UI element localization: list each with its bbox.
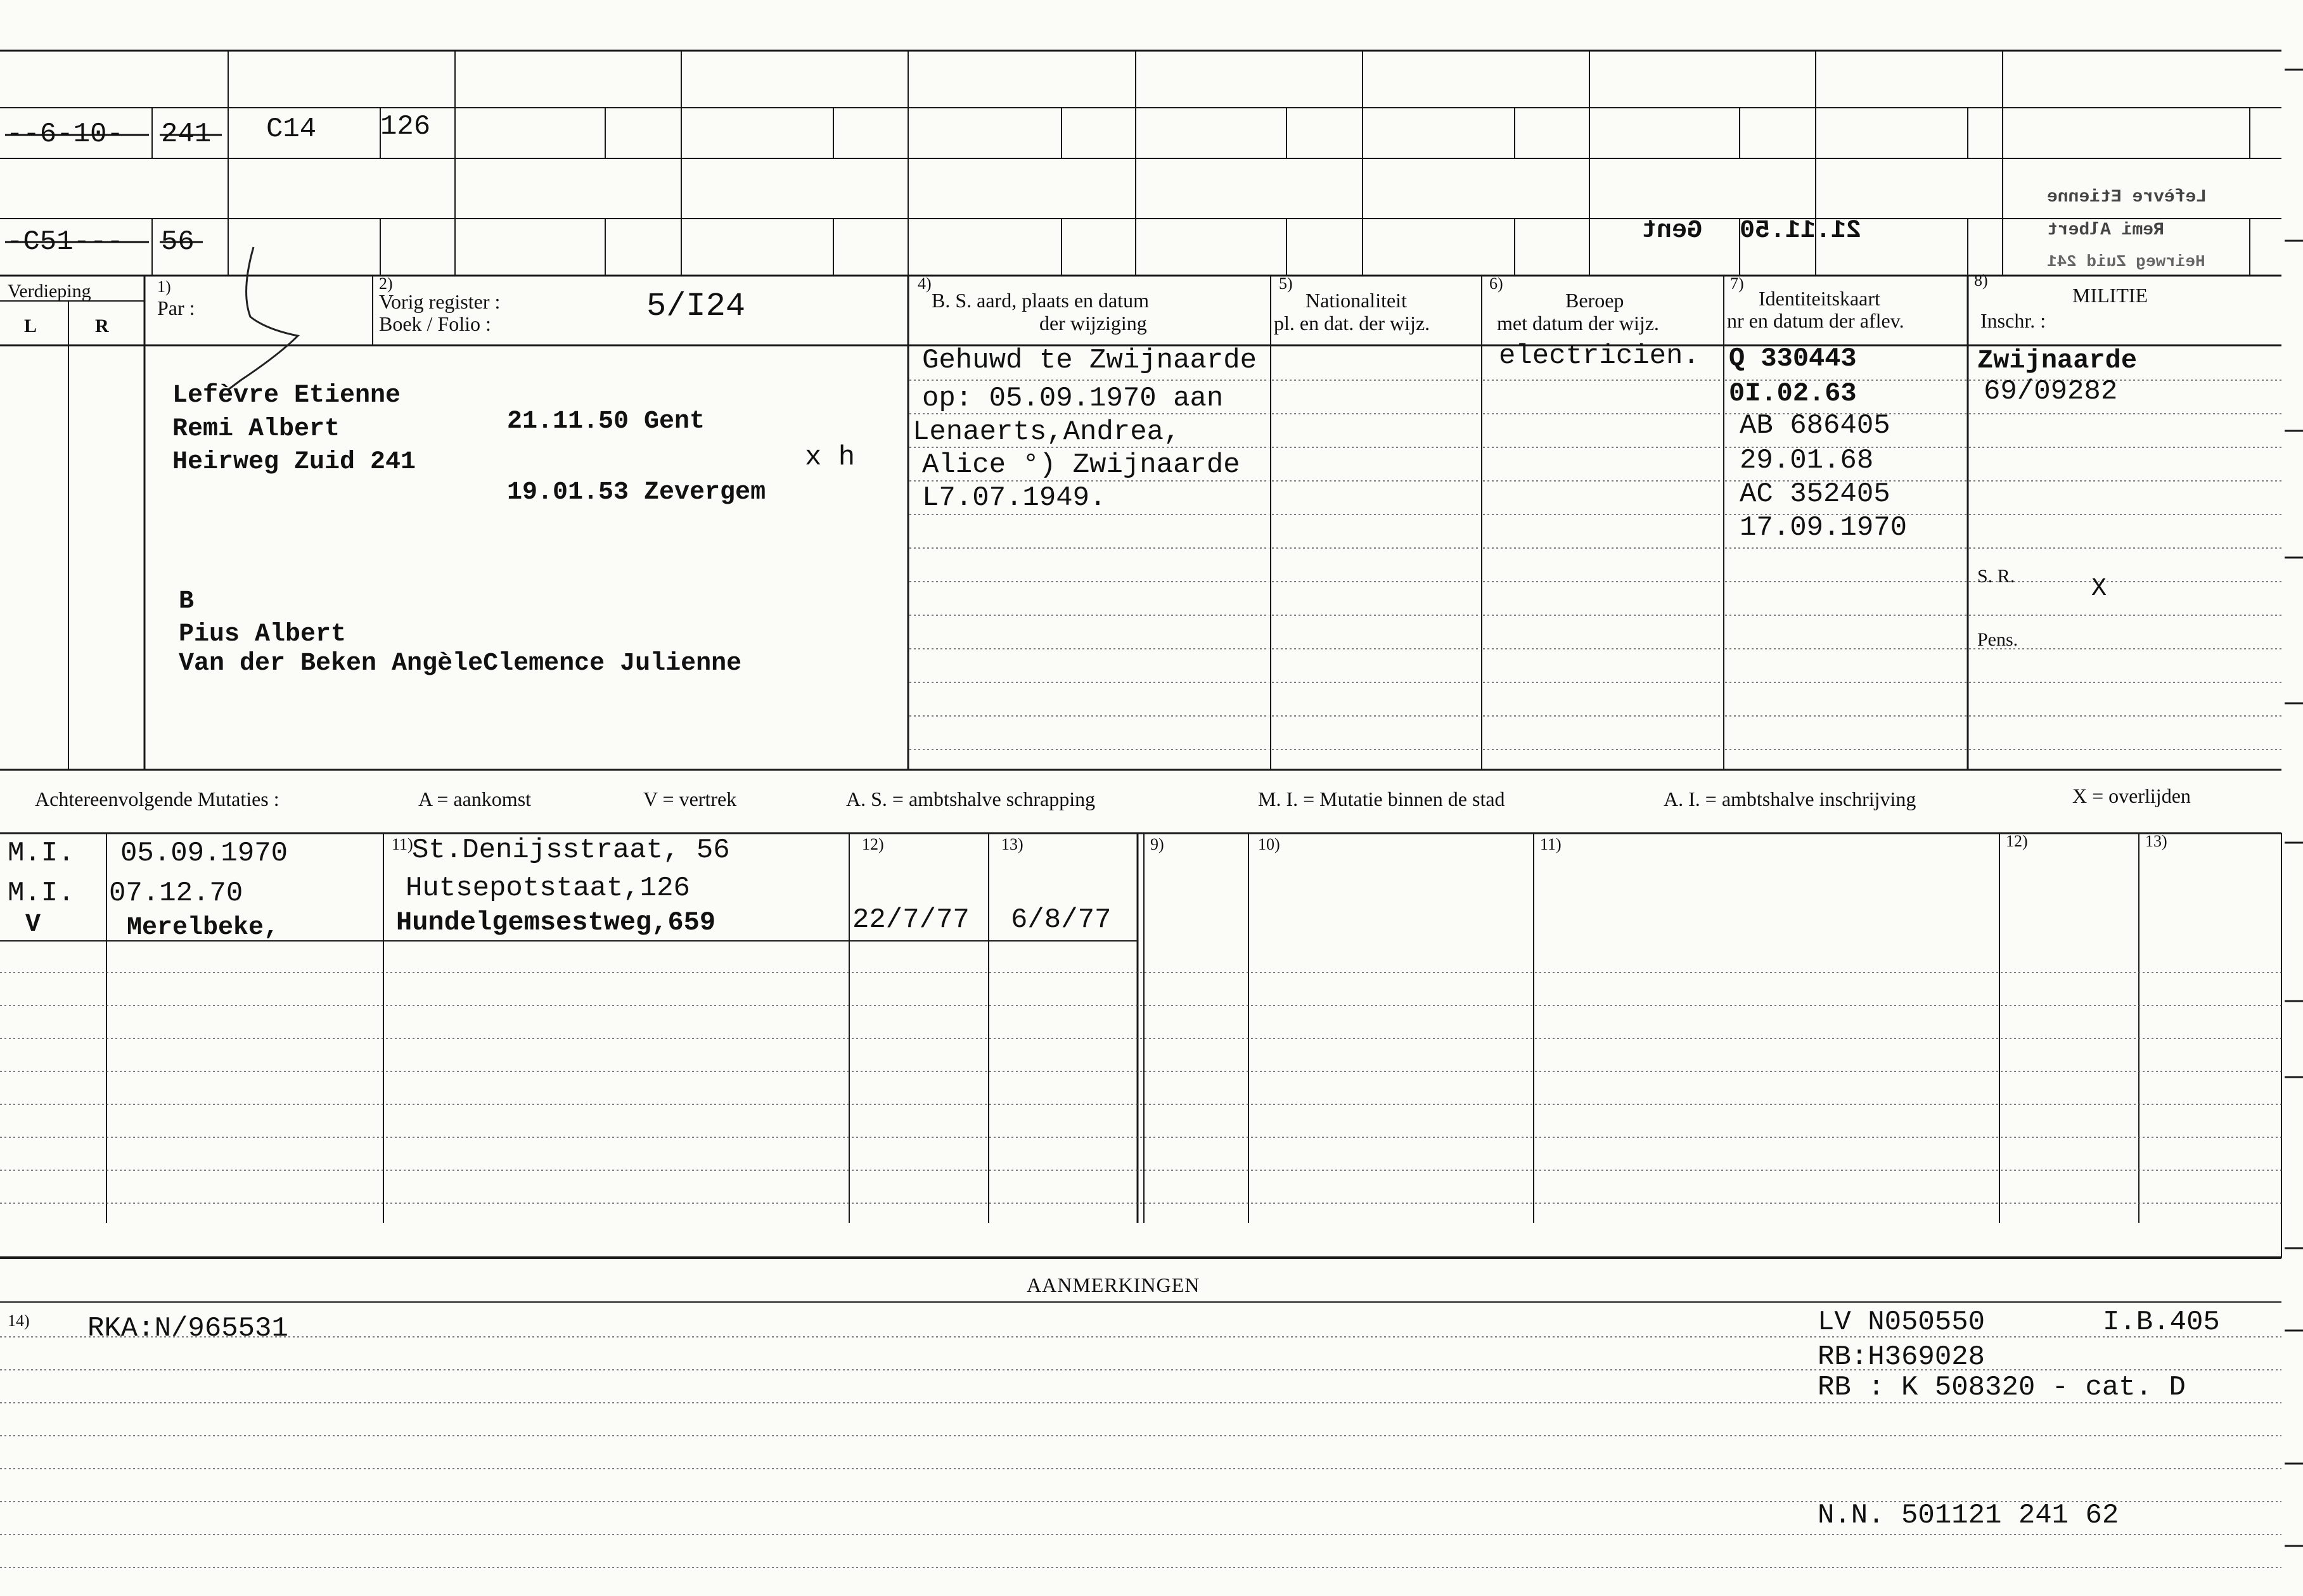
legend-title: Achtereenvolgende Mutaties : (35, 788, 279, 810)
par-label: Par : (157, 297, 195, 319)
militie-label: MILITIE (2072, 284, 2148, 307)
bs-label-2: der wijziging (1039, 312, 1147, 335)
vorig-register-label: Vorig register : (379, 290, 501, 313)
person-name-1: Lefèvre Etienne (172, 381, 401, 410)
rb-value-2: RB : K 508320 - cat. D (1818, 1372, 2186, 1403)
id-line-2: 0I.02.63 (1729, 378, 1857, 409)
mutation-row-3-d12: 22/7/77 (852, 904, 970, 936)
mutation-row-2-address: Hutsepotstaat,126 (406, 872, 690, 904)
mutation-row-1-type: M.I. (8, 838, 75, 869)
identiteitskaart-sublabel: nr en datum der aflev. (1727, 309, 1904, 332)
nationaliteit-sublabel: pl. en dat. der wijz. (1274, 312, 1430, 335)
militie-place: Zwijnaarde (1977, 345, 2138, 376)
n2-label: 2) (379, 274, 393, 293)
identiteitskaart-label: Identiteitskaart (1759, 287, 1880, 310)
top-cell-b1: 241 (161, 118, 212, 150)
aanmerkingen-n14: 14) (8, 1312, 30, 1330)
sr-label: S. R. (1977, 566, 2015, 587)
verdieping-label: Verdieping (8, 281, 91, 302)
ib-value: I.B.405 (2103, 1306, 2220, 1338)
id-line-1: Q 330443 (1729, 343, 1857, 374)
mut-n13: 13) (1001, 835, 1023, 853)
bs-line-1: Gehuwd te Zwijnaarde (922, 345, 1257, 376)
person-birth: 21.11.50 Gent (507, 407, 705, 436)
top-cell-a2: -C51--- (6, 226, 124, 258)
legend-ai: A. I. = ambtshalve inschrijving (1664, 788, 1916, 810)
pens-label: Pens. (1977, 629, 2018, 650)
mutation-row-3-d13: 6/8/77 (1011, 904, 1112, 936)
n1-label: 1) (157, 278, 171, 296)
id-line-4: 29.01.68 (1740, 445, 1874, 476)
legend-a: A = aankomst (418, 788, 532, 810)
mut-n9: 9) (1150, 835, 1164, 853)
mirrored-line1: Lefèvre Etienne (2047, 188, 2207, 207)
legend-mi: M. I. = Mutatie binnen de stad (1258, 788, 1505, 810)
sr-value: X (2091, 575, 2107, 603)
boek-value: 5/I24 (646, 288, 746, 325)
mutation-row-3-address: Hundelgemsestweg,659 (396, 907, 716, 938)
person-date2: 19.01.53 Zevergem (507, 478, 766, 507)
top-cell-a1: --6-10- (6, 118, 124, 150)
person-b: B (179, 587, 195, 616)
mut-n12: 12) (862, 835, 884, 853)
top-cell-c1: C14 (266, 113, 317, 145)
mutation-row-3-date: Merelbeke, (127, 914, 279, 942)
bs-line-2: op: 05.09.1970 aan (922, 383, 1224, 414)
mut-n12b: 12) (2006, 832, 2028, 850)
bs-line-4: Alice °) Zwijnaarde (922, 449, 1240, 481)
person-mark: x h (805, 442, 856, 473)
boek-folio-label: Boek / Folio : (379, 312, 491, 335)
n8-label: 8) (1974, 271, 1988, 290)
nn-value: N.N. 501121 241 62 (1818, 1500, 2119, 1531)
legend-x: X = overlijden (2072, 784, 2191, 807)
militie-number: 69/09282 (1984, 376, 2118, 407)
legend-v: V = vertrek (643, 788, 737, 810)
beroep-label: Beroep (1565, 289, 1624, 312)
id-line-3: AB 686405 (1740, 410, 1890, 442)
mut-n11b: 11) (1540, 835, 1562, 853)
mutation-row-3-type: V (25, 910, 41, 939)
mutation-row-2-date: 07.12.70 (109, 878, 243, 909)
mirrored-line3: Heirweg Zuid 241 (2047, 252, 2205, 271)
mirrored-date: 21.11.50 (1740, 217, 1862, 245)
person-mother: Van der Beken AngèleClemence Julienne (179, 649, 742, 678)
rb-value-1: RB:H369028 (1818, 1341, 1985, 1373)
beroep-value: electricien. (1499, 340, 1700, 372)
rka-value: RKA:N/965531 (87, 1313, 288, 1344)
mirrored-place: Gent (1641, 217, 1703, 245)
legend-as: A. S. = ambtshalve schrapping (846, 788, 1096, 810)
inschr-label: Inschr. : (1980, 309, 2046, 332)
person-address: Heirweg Zuid 241 (172, 448, 416, 476)
mut-n13b: 13) (2145, 832, 2167, 850)
bs-line-5: L7.07.1949. (922, 482, 1107, 514)
bs-label-1: B. S. aard, plaats en datum (932, 289, 1150, 312)
n5-label: 5) (1279, 274, 1293, 293)
aanmerkingen-title: AANMERKINGEN (1027, 1274, 1200, 1296)
person-father: Pius Albert (179, 620, 347, 649)
bs-line-3: Lenaerts,Andrea, (913, 416, 1181, 448)
mutation-row-1-address: St.Denijsstraat, 56 (412, 834, 730, 866)
beroep-sublabel: met datum der wijz. (1497, 312, 1659, 335)
mut-n11: 11) (392, 835, 413, 853)
top-cell-b2: 56 (161, 226, 195, 258)
l-label: L (24, 316, 37, 336)
r-label: R (95, 316, 109, 336)
mutation-row-1-date: 05.09.1970 (120, 838, 288, 869)
mut-n10: 10) (1258, 835, 1280, 853)
n7-label: 7) (1730, 274, 1744, 293)
mirrored-line2: Remi Albert (2047, 220, 2164, 240)
n4-label: 4) (918, 274, 932, 293)
id-line-6: 17.09.1970 (1740, 512, 1908, 544)
top-cell-d1: 126 (380, 111, 431, 143)
person-name-2: Remi Albert (172, 415, 340, 444)
n6-label: 6) (1489, 274, 1503, 293)
nationaliteit-label: Nationaliteit (1305, 289, 1407, 312)
id-line-5: AC 352405 (1740, 478, 1890, 510)
lv-value: LV N050550 (1818, 1306, 1985, 1338)
mutation-row-2-type: M.I. (8, 878, 75, 909)
